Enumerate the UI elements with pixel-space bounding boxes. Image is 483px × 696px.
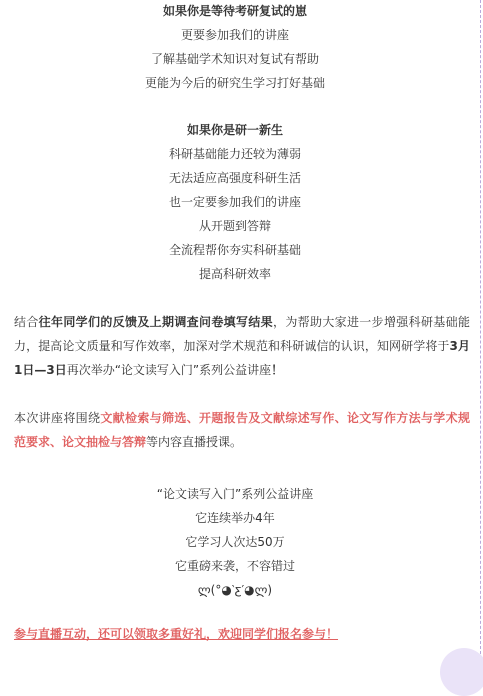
section-line: 全流程帮你夯实科研基础 xyxy=(168,243,301,257)
cta-text: 参与直播互动，还可以领取多重好礼，欢迎同学们报名参与！ xyxy=(14,627,339,641)
section-line: 了解基础学术知识对复试有帮助 xyxy=(150,52,319,66)
text-run: 等内容直播授课。 xyxy=(146,435,243,449)
series-highlights-section xyxy=(0,482,470,602)
registration-call-to-action xyxy=(14,622,470,646)
emphasis-date: 3月1日—3日 xyxy=(14,339,470,377)
section-line: 更要参加我们的讲座 xyxy=(180,28,289,42)
text-run: 再次举办“论文读写入门”系列公益讲座 xyxy=(66,363,272,377)
section-line: 提高科研效率 xyxy=(198,267,271,281)
series-line: 它重磅来袭，不容错过 xyxy=(174,559,295,573)
lecture-announcement-paragraph xyxy=(14,310,470,382)
emphasis-mark: ！ xyxy=(271,363,284,377)
section-heading: 如果你是等待考研复试的崽 xyxy=(162,4,307,18)
section-heading: 如果你是研一新生 xyxy=(186,123,283,137)
text-run: 本次讲座将围绕 xyxy=(14,411,101,425)
text-run: 结合 xyxy=(14,315,39,329)
section-line: 更能为今后的研究生学习打好基础 xyxy=(144,76,325,90)
section-line: 科研基础能力还较为薄弱 xyxy=(168,147,301,161)
section-line: 从开题到答辩 xyxy=(198,219,271,233)
decorative-circle xyxy=(440,648,483,696)
series-line: “论文读写入门”系列公益讲座 xyxy=(156,487,314,501)
series-line: 它学习人次达50万 xyxy=(185,535,285,549)
section-line: 无法适应高强度科研生活 xyxy=(168,171,301,185)
intro-section-graduate-exam xyxy=(0,0,470,95)
kaomoji: ლ(°◕‵ƹ′◕ლ) xyxy=(197,583,273,597)
lecture-topics-paragraph xyxy=(14,406,470,454)
section-line: 也一定要参加我们的讲座 xyxy=(168,195,301,209)
text-run: ，为帮助大家进一步增强科研基础能力，提高论文质量和写作效率，加深对学术规范和科研诚信的认识，知网研学将于 xyxy=(14,315,470,353)
highlight-topics: 文献检索与筛选、开题报告及文献综述写作、论文写作方法与学术规范要求、论文抽检与答辩 xyxy=(14,411,470,449)
series-line: 它连续举办4年 xyxy=(195,511,275,525)
emphasis-feedback: 往年同学们的反馈及上期调查问卷填写结果 xyxy=(38,315,273,329)
intro-section-first-year xyxy=(0,118,470,286)
